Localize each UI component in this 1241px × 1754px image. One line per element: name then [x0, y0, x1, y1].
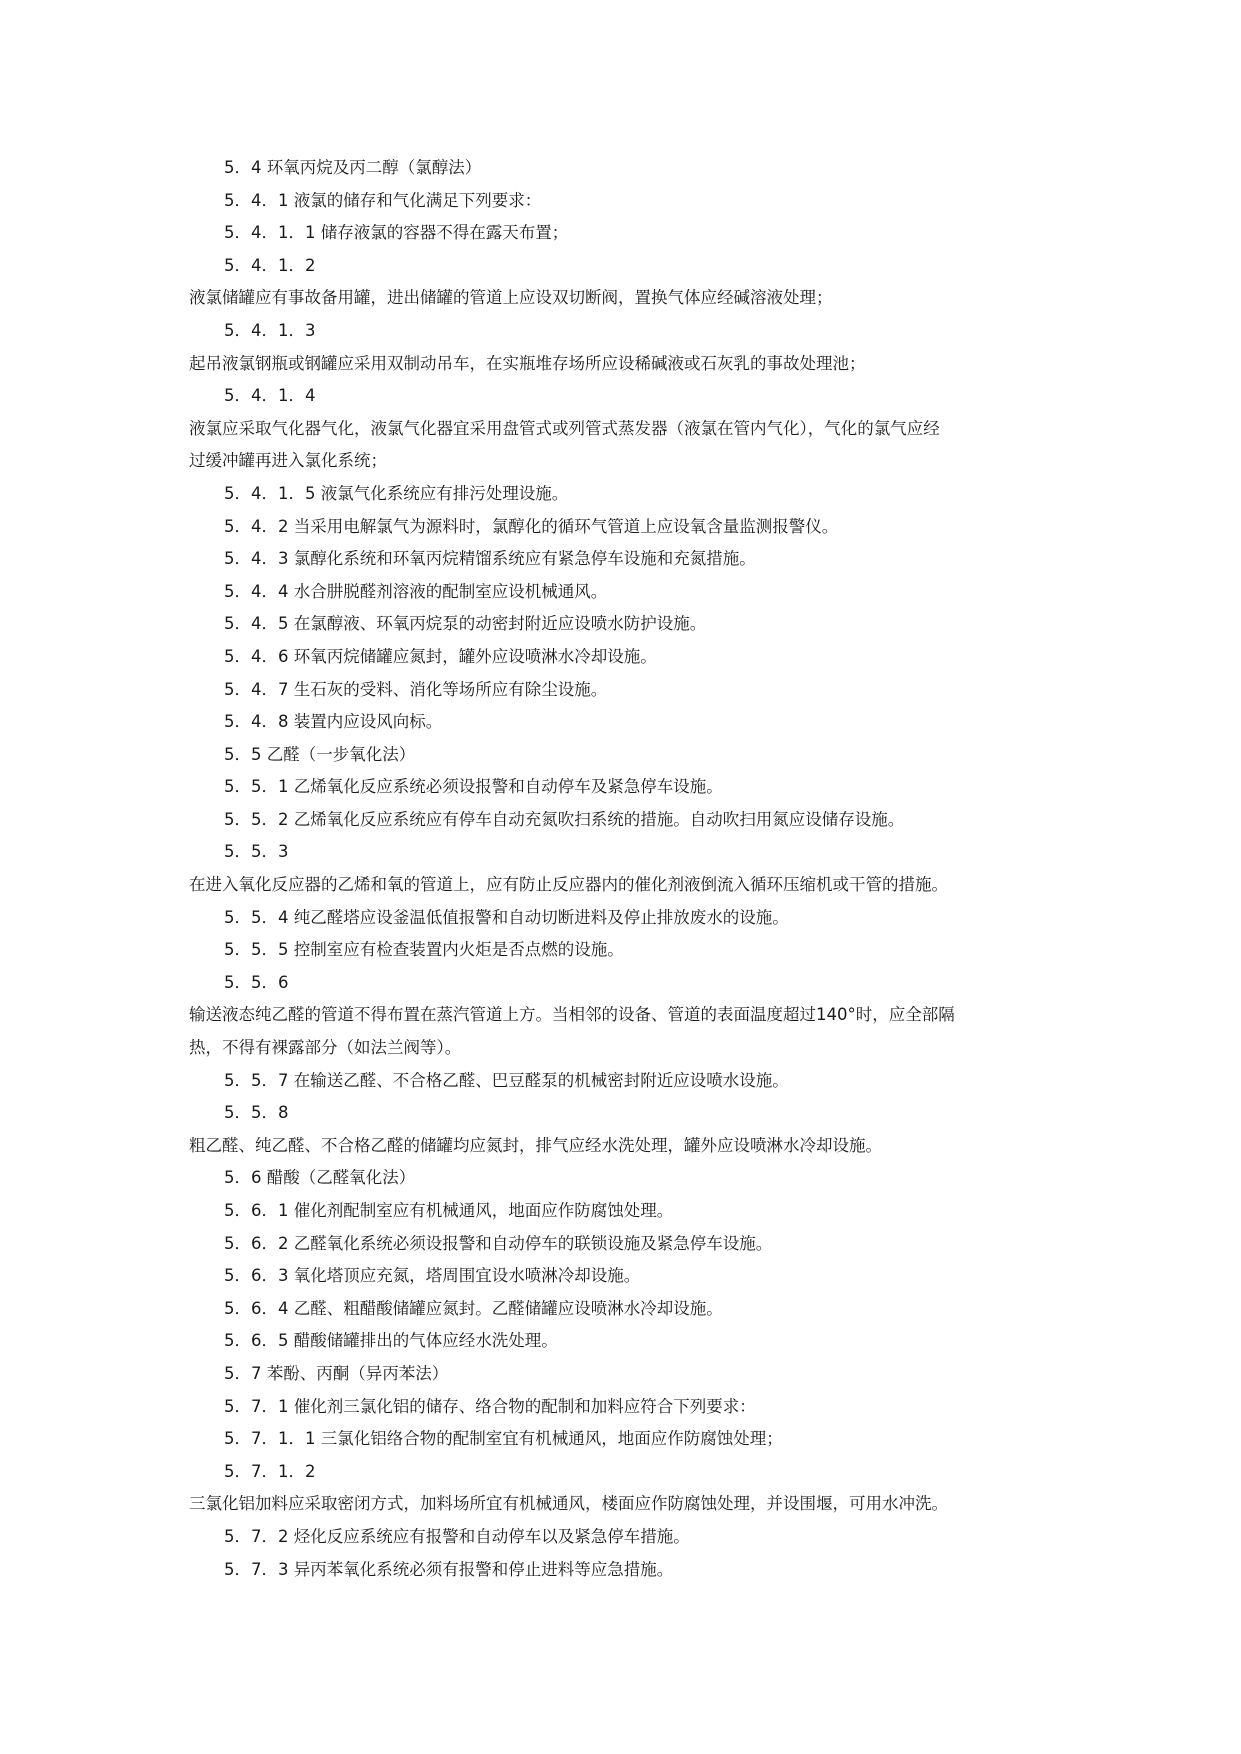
clause-line: 5．5．5 控制室应有检查装置内火炬是否点燃的设施。: [224, 940, 624, 960]
clause-line: 5．4．3 氯醇化系统和环氧丙烷精馏系统应有紧急停车设施和充氮措施。: [224, 549, 756, 569]
clause-line: 5．6．2 乙醛氧化系统必须设报警和自动停车的联锁设施及紧急停车设施。: [224, 1233, 773, 1253]
clause-line: 5．5．8: [224, 1103, 289, 1123]
continuation-line: 三氯化铝加料应采取密闭方式，加料场所宜有机械通风，楼面应作防腐蚀处理，并设围堰，可用水冲洗。: [189, 1494, 948, 1514]
clause-line: 5．4．5 在氯醇液、环氧丙烷泵的动密封附近应设喷水防护设施。: [224, 614, 707, 634]
clause-line: 5．4．2 当采用电解氯气为源料时，氯醇化的循环气管道上应设氧含量监测报警仪。: [224, 516, 839, 536]
clause-line: 5．4 环氧丙烷及丙二醇（氯醇法）: [224, 158, 482, 177]
clause-line: 5．4．1 液氯的储存和气化满足下列要求：: [224, 190, 542, 210]
continuation-line: 热，不得有裸露部分（如法兰阀等）。: [189, 1038, 462, 1058]
clause-line: 5．5．2 乙烯氧化反应系统应有停车自动充氮吹扫系统的措施。自动吹扫用氮应设储存设施。: [224, 809, 905, 829]
clause-line: 5．4．1．2: [224, 255, 316, 275]
clause-line: 5．5．6: [224, 972, 289, 992]
clause-line: 5．5 乙醛（一步氧化法）: [224, 744, 416, 764]
clause-line: 5．6．3 氧化塔顶应充氮，塔周围宜设水喷淋冷却设施。: [224, 1266, 641, 1286]
continuation-line: 粗乙醛、纯乙醛、不合格乙醛的储罐均应氮封，排气应经水洗处理，罐外应设喷淋水冷却设施。: [189, 1135, 882, 1155]
clause-line: 5．6 醋酸（乙醛氧化法）: [224, 1168, 416, 1188]
continuation-line: 液氯应采取气化器气化，液氯气化器宜采用盘管式或列管式蒸发器（液氯在管内气化），气化的氯气应经: [189, 418, 940, 438]
clause-line: 5．4．1．5 液氯气化系统应有排污处理设施。: [224, 483, 569, 503]
clause-line: 5．7．3 异丙苯氧化系统必须有报警和停止进料等应急措施。: [224, 1559, 674, 1579]
continuation-line: 液氯储罐应有事故备用罐，进出储罐的管道上应设双切断阀，置换气体应经碱溶液处理；: [189, 288, 833, 308]
clause-line: 5．7 苯酚、丙酮（异丙苯法）: [224, 1363, 449, 1383]
clause-line: 5．4．7 生石灰的受料、消化等场所应有除尘设施。: [224, 679, 608, 699]
clause-line: 5．5．1 乙烯氧化反应系统必须设报警和自动停车及紧急停车设施。: [224, 777, 723, 797]
continuation-line: 起吊液氯钢瓶或钢罐应采用双制动吊车，在实瓶堆存场所应设稀碱液或石灰乳的事故处理池；: [189, 353, 866, 373]
clause-line: 5．5．3: [224, 842, 289, 862]
continuation-line: 输送液态纯乙醛的管道不得布置在蒸汽管道上方。当相邻的设备、管道的表面温度超过140°时，应全部隔: [189, 1005, 955, 1025]
clause-line: 5．5．4 纯乙醛塔应设釜温低值报警和自动切断进料及停止排放废水的设施。: [224, 907, 789, 927]
clause-line: 5．7．1．2: [224, 1461, 316, 1481]
clause-line: 5．6．1 催化剂配制室应有机械通风，地面应作防腐蚀处理。: [224, 1201, 674, 1220]
clause-line: 5．6．5 醋酸储罐排出的气体应经水洗处理。: [224, 1331, 558, 1351]
clause-line: 5．6．4 乙醛、粗醋酸储罐应氮封。乙醛储罐应设喷淋水冷却设施。: [224, 1298, 723, 1318]
clause-line: 5．7．1．1 三氯化铝络合物的配制室宜有机械通风，地面应作防腐蚀处理；: [224, 1429, 783, 1449]
clause-line: 5．4．1．1 储存液氯的容器不得在露天布置；: [224, 223, 569, 243]
continuation-line: 过缓冲罐再进入氯化系统；: [189, 451, 387, 471]
clause-line: 5．4．6 环氧丙烷储罐应氮封，罐外应设喷淋水冷却设施。: [224, 646, 657, 666]
clause-line: 5．7．2 烃化反应系统应有报警和自动停车以及紧急停车措施。: [224, 1526, 690, 1546]
clause-line: 5．4．8 装置内应设风向标。: [224, 712, 443, 732]
document-body: [0, 152, 1241, 1586]
clause-line: 5．4．4 水合肼脱醛剂溶液的配制室应设机械通风。: [224, 581, 608, 601]
clause-line: 5．4．1．4: [224, 386, 316, 406]
clause-line: 5．7．1 催化剂三氯化铝的储存、络合物的配制和加料应符合下列要求：: [224, 1396, 756, 1416]
clause-line: 5．4．1．3: [224, 320, 316, 340]
continuation-line: 在进入氧化反应器的乙烯和氧的管道上，应有防止反应器内的催化剂液倒流入循环压缩机或干管的措施。: [189, 875, 948, 895]
clause-line: 5．5．7 在输送乙醛、不合格乙醛、巴豆醛泵的机械密封附近应设喷水设施。: [224, 1070, 789, 1090]
